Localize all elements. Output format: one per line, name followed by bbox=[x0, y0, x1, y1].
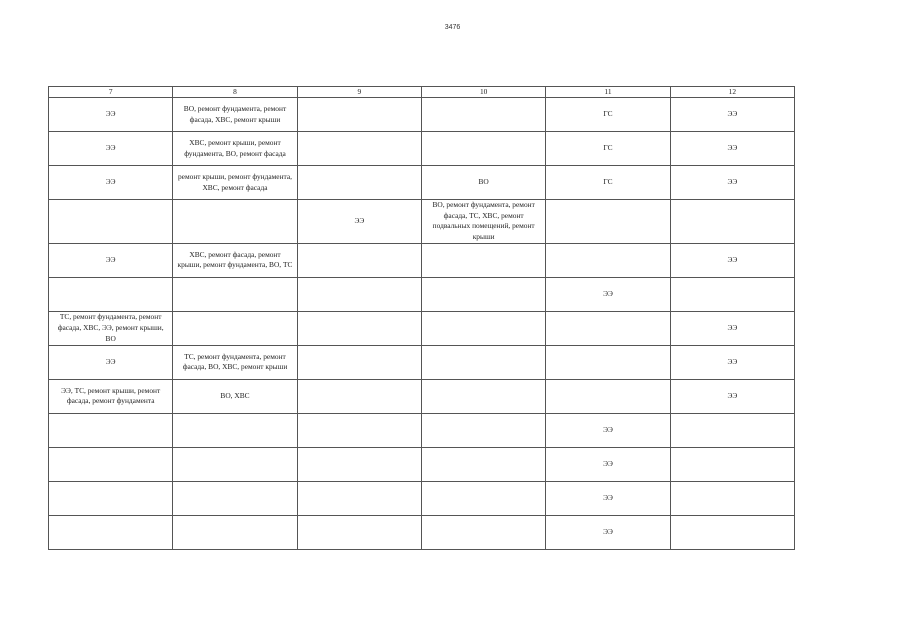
table-cell bbox=[173, 311, 297, 345]
table-cell bbox=[421, 277, 545, 311]
table-cell bbox=[546, 243, 670, 277]
table-cell bbox=[670, 447, 794, 481]
table-cell bbox=[49, 447, 173, 481]
table-cell: ХВС, ремонт фасада, ремонт крыши, ремонт фундамента, ВО, ТС bbox=[173, 243, 297, 277]
data-table bbox=[48, 86, 795, 550]
table-cell: ВО, ремонт фундамента, ремонт фасада, ХВС, ремонт крыши bbox=[173, 98, 297, 132]
table-cell bbox=[297, 277, 421, 311]
table-cell bbox=[297, 345, 421, 379]
table-cell bbox=[49, 413, 173, 447]
table-row bbox=[49, 379, 795, 413]
table-row bbox=[49, 200, 795, 244]
table-cell bbox=[173, 277, 297, 311]
table-cell bbox=[297, 311, 421, 345]
page-number: 3476 bbox=[444, 24, 461, 31]
table-cell: ЭЭ bbox=[670, 243, 794, 277]
table-cell: ЭЭ bbox=[546, 277, 670, 311]
table-cell bbox=[297, 243, 421, 277]
table-cell bbox=[421, 447, 545, 481]
table-cell bbox=[546, 345, 670, 379]
table-cell: ХВС, ремонт крыши, ремонт фундамента, ВО, ремонт фасада bbox=[173, 132, 297, 166]
table-row bbox=[49, 98, 795, 132]
table-cell: ТС, ремонт фундамента, ремонт фасада, ХВС, ЭЭ, ремонт крыши, ВО bbox=[49, 311, 173, 345]
table-cell bbox=[173, 413, 297, 447]
table-cell bbox=[421, 243, 545, 277]
table-cell bbox=[49, 515, 173, 549]
column-header-10: 10 bbox=[421, 87, 545, 98]
table-cell: ЭЭ bbox=[670, 166, 794, 200]
table-cell bbox=[173, 515, 297, 549]
table-cell bbox=[421, 311, 545, 345]
table-row bbox=[49, 277, 795, 311]
table-cell bbox=[297, 515, 421, 549]
column-header-8: 8 bbox=[173, 87, 297, 98]
table-cell: ЭЭ bbox=[670, 98, 794, 132]
table-row bbox=[49, 515, 795, 549]
table-cell: ЭЭ bbox=[49, 243, 173, 277]
table-row bbox=[49, 166, 795, 200]
table-cell bbox=[49, 481, 173, 515]
table-row bbox=[49, 481, 795, 515]
table-cell bbox=[421, 345, 545, 379]
table-cell bbox=[297, 413, 421, 447]
table-cell: ЭЭ bbox=[546, 447, 670, 481]
table-cell: ТС, ремонт фундамента, ремонт фасада, ВО, ХВС, ремонт крыши bbox=[173, 345, 297, 379]
table-cell: ЭЭ bbox=[49, 98, 173, 132]
table-cell bbox=[670, 413, 794, 447]
table-cell bbox=[421, 481, 545, 515]
table-cell bbox=[173, 481, 297, 515]
table-cell: ЭЭ bbox=[670, 345, 794, 379]
table-cell: ГС bbox=[546, 166, 670, 200]
table-cell bbox=[297, 166, 421, 200]
table-row bbox=[49, 132, 795, 166]
table-cell: ВО, ремонт фундамента, ремонт фасада, ТС, ХВС, ремонт подвальных помещений, ремонт крыши bbox=[421, 200, 545, 244]
table-cell bbox=[421, 132, 545, 166]
table-cell bbox=[297, 447, 421, 481]
table-cell: ремонт крыши, ремонт фундамента, ХВС, ремонт фасада bbox=[173, 166, 297, 200]
table-cell bbox=[670, 515, 794, 549]
table-cell bbox=[297, 481, 421, 515]
table-cell: ЭЭ bbox=[546, 481, 670, 515]
table-cell bbox=[49, 277, 173, 311]
table-cell: ГС bbox=[546, 132, 670, 166]
table-cell bbox=[546, 200, 670, 244]
header-row bbox=[49, 87, 795, 98]
table-row bbox=[49, 413, 795, 447]
column-header-11: 11 bbox=[546, 87, 670, 98]
table-cell: ЭЭ bbox=[49, 345, 173, 379]
table-body bbox=[49, 98, 795, 550]
table-cell bbox=[421, 515, 545, 549]
table-cell bbox=[297, 132, 421, 166]
table-cell: ЭЭ bbox=[670, 379, 794, 413]
table-cell bbox=[297, 379, 421, 413]
table-cell bbox=[173, 200, 297, 244]
column-header-7: 7 bbox=[49, 87, 173, 98]
table-cell: ГС bbox=[546, 98, 670, 132]
column-header-12: 12 bbox=[670, 87, 794, 98]
table-cell: ЭЭ bbox=[49, 132, 173, 166]
table-row bbox=[49, 243, 795, 277]
table-cell bbox=[421, 98, 545, 132]
table-header bbox=[49, 87, 795, 98]
table-row bbox=[49, 311, 795, 345]
table-cell bbox=[670, 277, 794, 311]
table-cell: ЭЭ bbox=[297, 200, 421, 244]
table-cell bbox=[173, 447, 297, 481]
table-cell: ЭЭ bbox=[546, 413, 670, 447]
table-cell bbox=[421, 413, 545, 447]
table-cell bbox=[297, 98, 421, 132]
table-cell bbox=[546, 311, 670, 345]
table-cell bbox=[421, 379, 545, 413]
table-cell: ВО, ХВС bbox=[173, 379, 297, 413]
table-cell: ЭЭ bbox=[546, 515, 670, 549]
table-cell bbox=[670, 481, 794, 515]
table-cell bbox=[670, 200, 794, 244]
column-header-9: 9 bbox=[297, 87, 421, 98]
table-cell: ЭЭ, ТС, ремонт крыши, ремонт фасада, ремонт фундамента bbox=[49, 379, 173, 413]
table-cell: ЭЭ bbox=[49, 166, 173, 200]
table-cell: ЭЭ bbox=[670, 132, 794, 166]
table-cell bbox=[49, 200, 173, 244]
table-row bbox=[49, 345, 795, 379]
table-cell bbox=[546, 379, 670, 413]
table-cell: ВО bbox=[421, 166, 545, 200]
table-cell: ЭЭ bbox=[670, 311, 794, 345]
table-row bbox=[49, 447, 795, 481]
